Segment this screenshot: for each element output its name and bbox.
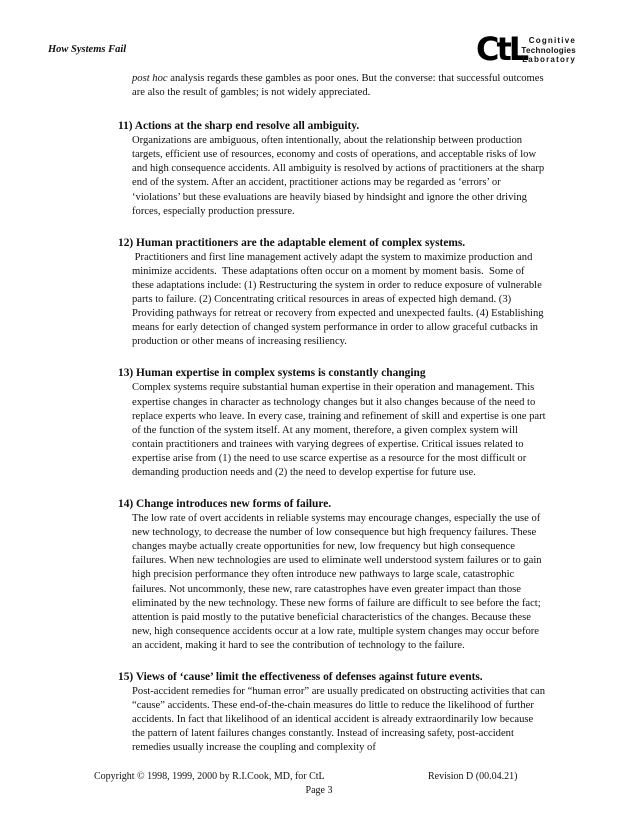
section-heading: 14) Change introduces new forms of failure.: [118, 498, 332, 511]
section-14: [118, 497, 548, 653]
section-body: Complex systems require substantial human expertise in their operation and management. This expertise changes in character as technology changes but it also changes because of the need to replace experts who leave. In every case, training and refinement of skill and expertise is one part of the function of the system itself. At any moment, therefore, a given complex system will contain practitioners and trainees with varying degrees of expertise. Critical issues related to expertise arise from (1) the need to use scarce expertise as a resource for the most difficult or demanding production needs and (2) the need to develop expertise for future use.: [132, 382, 546, 478]
intro-text: analysis regards these gambles as poor ones. But the converse: that successful outcomes are also the result of gambles; is not widely appreciated.: [132, 73, 544, 99]
section-body: Practitioners and first line management actively adapt the system to maximize production and minimize accidents. These adaptations often occur on a moment by moment basis. Some of these adaptations include: (1) Restructuring the system in order to reduce exposure of vulnerable parts to failure. (2) Concentrating critical resources in areas of expected high demand. (3) Providing pathways for retreat or recovery from expected and unexpected faults. (4) Establishing means for early detection of changed system performance in order to allow graceful cutbacks in production or other means of increasing resiliency.: [132, 251, 547, 348]
logo-line-technologies: Technologies: [521, 45, 576, 55]
section-heading: 13) Human expertise in complex systems is constantly changing: [118, 367, 426, 380]
intro-paragraph: [118, 72, 548, 100]
section-heading: 11) Actions at the sharp end resolve all ambiguity.: [118, 120, 360, 133]
footer-revision: Revision D (00.04.21): [428, 771, 518, 782]
logo-line-cognitive: Cognitive: [528, 36, 576, 45]
logo-text: [520, 36, 576, 65]
logo-line-laboratory: Laboratory: [522, 55, 576, 64]
ctl-logo: [476, 30, 584, 70]
section-heading: 12) Human practitioners are the adaptable element of complex systems.: [118, 236, 466, 249]
footer-copyright: Copyright © 1998, 1999, 2000 by R.I.Cook, MD, for CtL: [94, 771, 325, 782]
logo-mark: CtL: [476, 30, 527, 68]
footer-page-number: Page 3: [305, 785, 333, 796]
section-15: [118, 670, 548, 755]
section-body: Post-accident remedies for “human error” are usually predicated on obstructing activities that can “cause” accidents. These end-of-the-chain measures do little to reduce the likelihood of further accidents. In fact that likelihood of an identical accident is already extraordinarily low because the pattern of latent failures changes constantly. Instead of increasing safety, post-accident remedies usually increase the coupling and complexity of: [132, 686, 545, 754]
section-11: [118, 119, 548, 219]
section-body: Organizations are ambiguous, often intentionally, about the relationship between production targets, efficient use of resources, economy and costs of operations, and acceptable risks of low and high consequence accidents. All ambiguity is resolved by actions of practitioners at the sharp end of the system. After an accident, practitioner actions may be regarded as ‘errors’ or ‘violations’ but these evaluations are heavily biased by hindsight and ignore the other driving forces, especially production pressure.: [132, 135, 545, 217]
section-body: The low rate of overt accidents in reliable systems may encourage changes, especially the use of new technology, to decrease the number of low consequence but high frequency failures. These changes maybe actually create opportunities for new, low frequency but high consequence failures. When new technologies are used to eliminate well understood system failures or to gain high precision performance they often introduce new pathways to large scale, catastrophic failures. Not uncommonly, these new, rare catastrophes have even greater impact than those eliminated by the new technology. These new forms of failure are difficult to see before the fact; attention is paid mostly to the putative beneficial characteristics of the changes. Because these new, high consequence accidents occur at a low rate, multiple system changes may occur before an accident, making it hard to see the contribution of technology to the failure.: [132, 513, 542, 651]
intro-italic: post hoc: [132, 73, 168, 84]
document-title: How Systems Fail: [48, 44, 127, 55]
section-13: [118, 366, 548, 480]
section-heading: 15) Views of ‘cause’ limit the effectiveness of defenses against future events.: [118, 671, 483, 683]
page-content: [118, 72, 548, 772]
section-12: [118, 236, 548, 350]
